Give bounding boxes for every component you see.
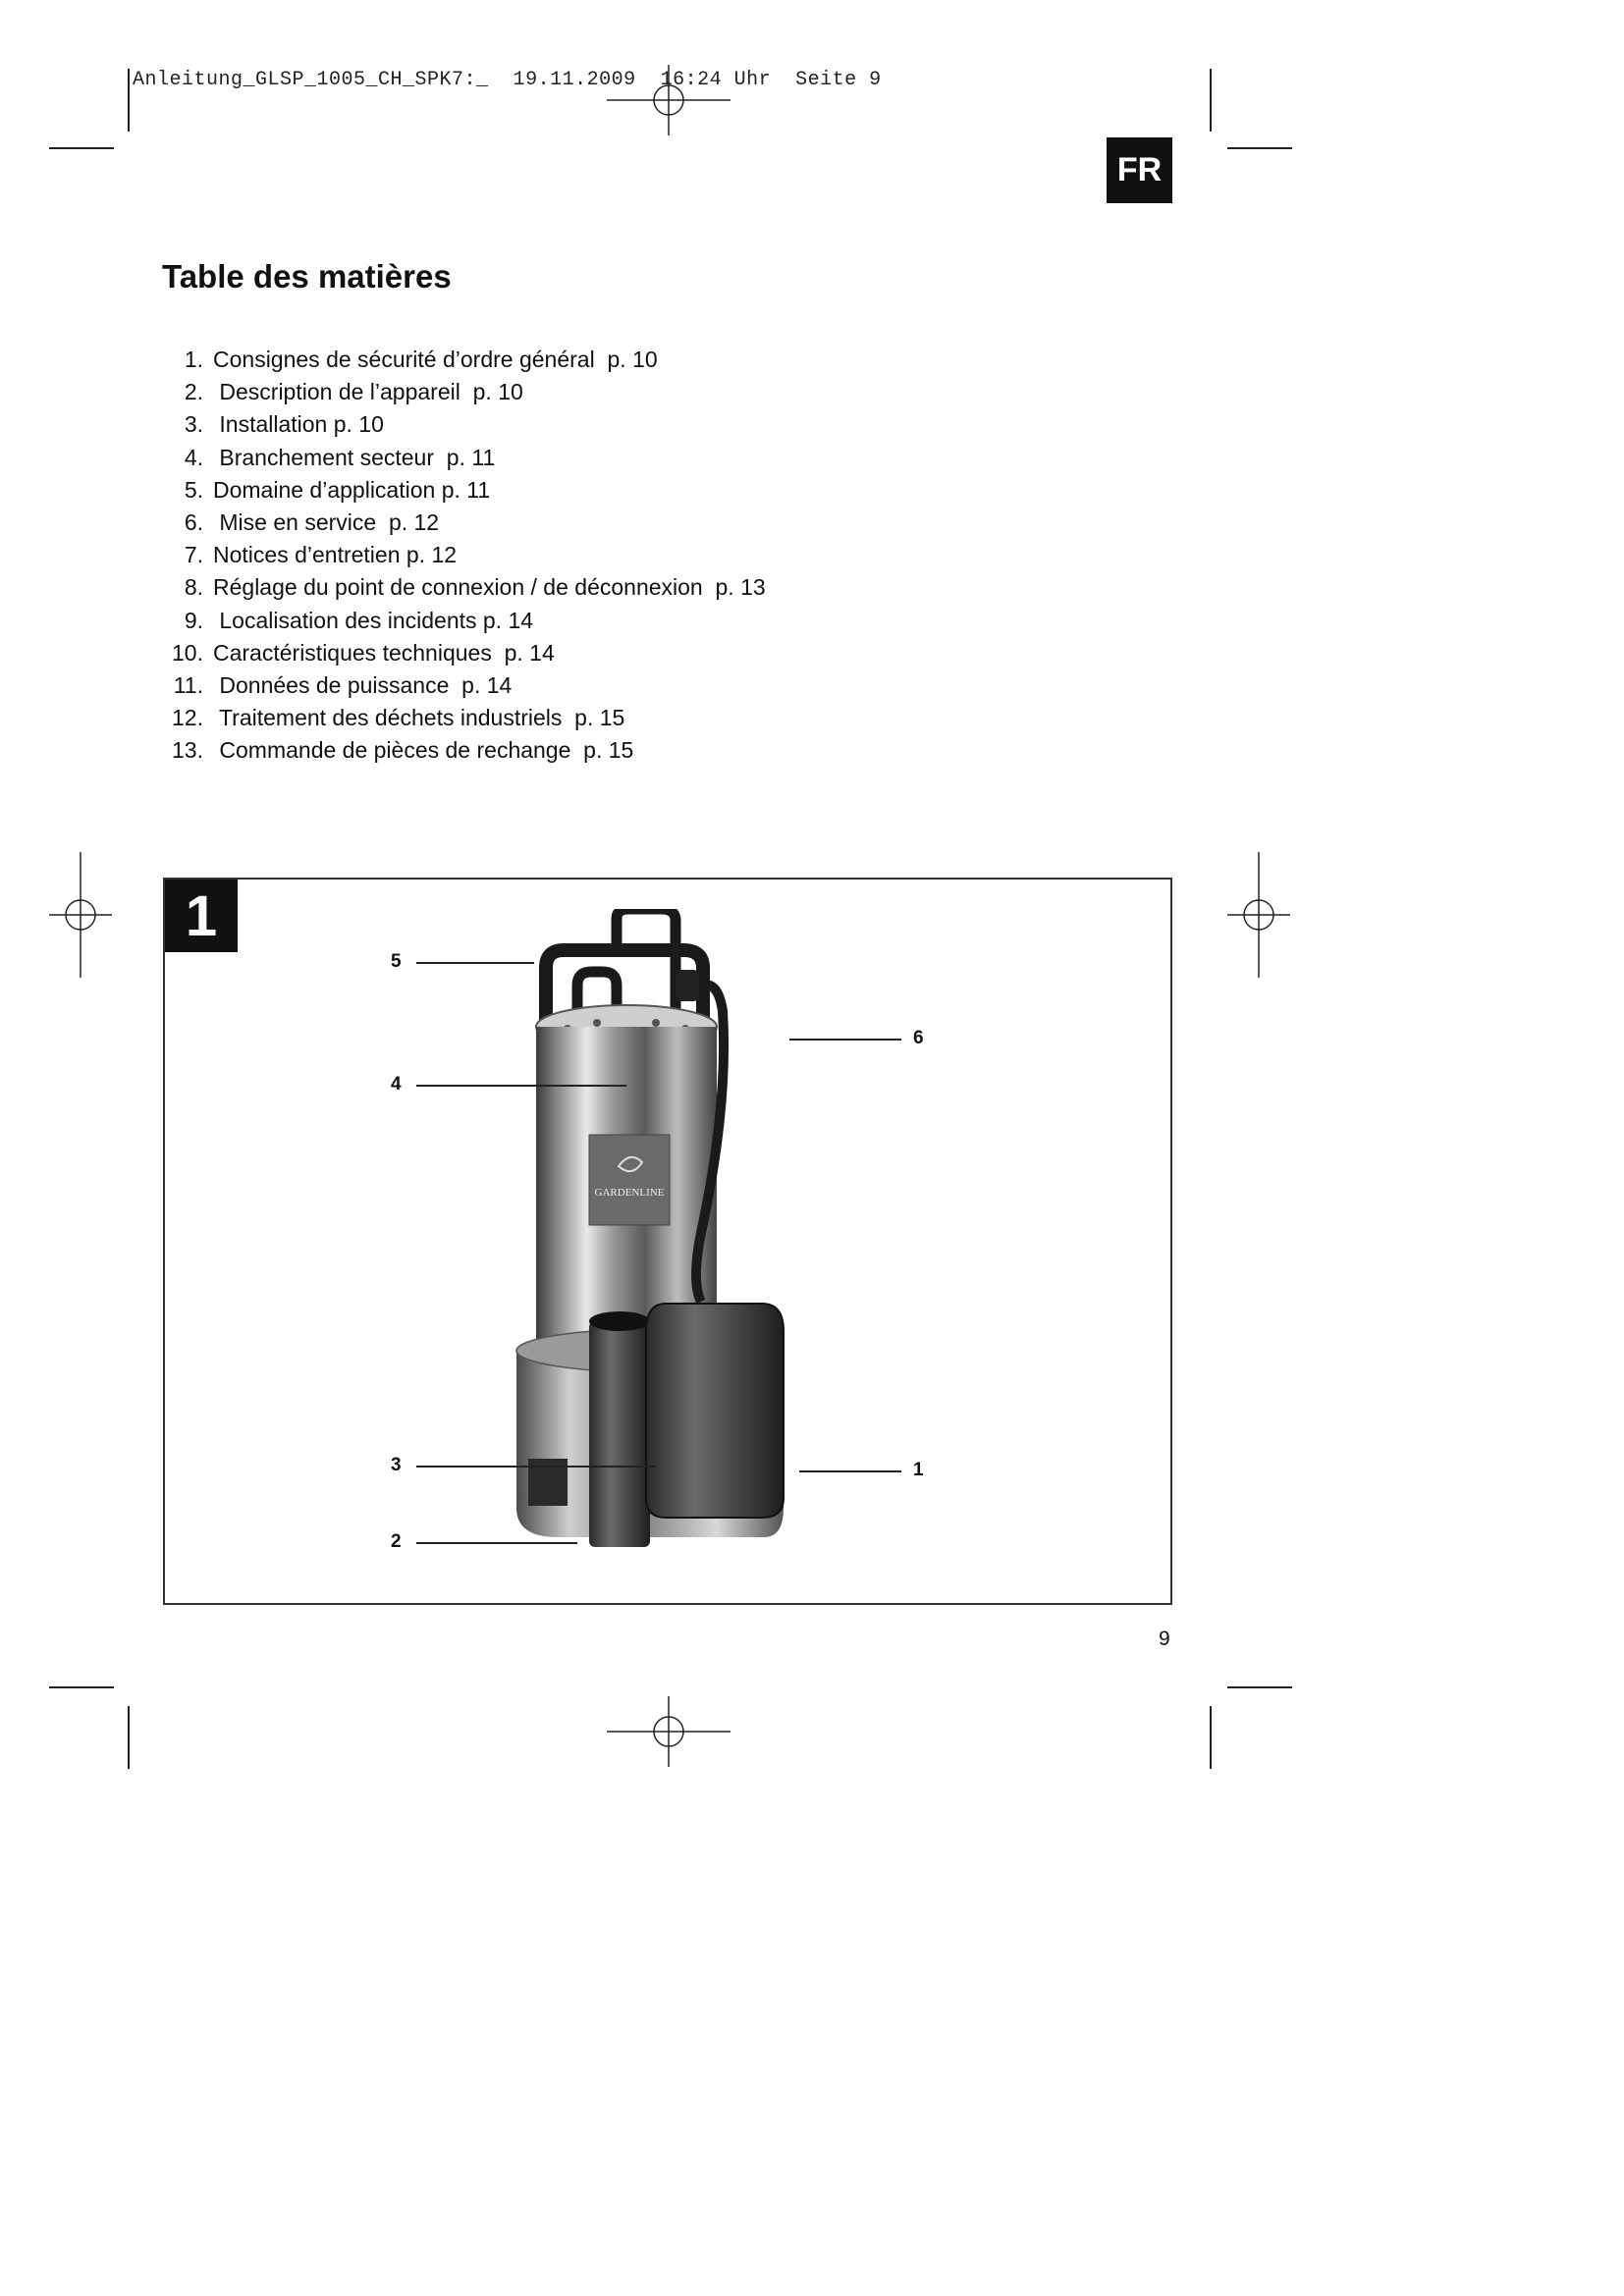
registration-target-icon [1227, 852, 1290, 978]
page-number: 9 [1159, 1628, 1170, 1650]
leader-line [416, 1085, 626, 1087]
crop-mark [1210, 69, 1212, 132]
registration-target-icon [49, 852, 112, 978]
pump-illustration [499, 909, 1108, 1586]
toc-item: 10. Caractéristiques techniques p. 14 [172, 639, 555, 666]
crop-mark [1227, 1686, 1292, 1688]
crop-mark [49, 147, 114, 149]
toc-item: 13. Commande de pièces de rechange p. 15 [172, 737, 634, 764]
toc-item: 12. Traitement des déchets industriels p. 15 [172, 705, 625, 731]
callout-5: 5 [391, 951, 402, 972]
leader-line [416, 1542, 577, 1544]
print-slug-line: Anleitung_GLSP_1005_CH_SPK7:_ 19.11.2009 16:24 Uhr Seite 9 [133, 69, 882, 91]
toc-item: 4. Branchement secteur p. 11 [184, 444, 496, 470]
crop-mark [1227, 147, 1292, 149]
toc-item: 9. Localisation des incidents p. 14 [184, 607, 534, 633]
callout-6: 6 [913, 1028, 924, 1048]
toc-item: 3. Installation p. 10 [184, 411, 384, 438]
brand-text: GARDENLINE [594, 1187, 665, 1199]
callout-3: 3 [391, 1455, 402, 1475]
toc-item: 6. Mise en service p. 12 [184, 508, 440, 535]
figure-number: 1 [165, 880, 238, 952]
toc-item: 1. Consignes de sécurité d’ordre général p. 10 [184, 347, 658, 372]
leader-line [789, 1039, 901, 1041]
callout-2: 2 [391, 1531, 402, 1552]
toc-item: 7. Notices d’entretien p. 12 [184, 542, 458, 568]
page-title: Table des matières [162, 258, 452, 294]
table-of-contents [162, 344, 766, 767]
toc-item: 11. Données de puissance p. 14 [173, 671, 513, 698]
toc-item: 8. Réglage du point de connexion / de déconnexion p. 13 [184, 574, 766, 601]
callout-4: 4 [391, 1074, 402, 1095]
registration-target-icon [607, 1696, 731, 1767]
leader-line [799, 1470, 901, 1472]
crop-mark [128, 1706, 130, 1769]
crop-mark [49, 1686, 114, 1688]
language-tab: FR [1107, 137, 1172, 203]
toc-item: 5. Domaine d’application p. 11 [184, 476, 491, 503]
leader-line [416, 962, 534, 964]
crop-mark [128, 69, 130, 132]
toc-item: 2. Description de l’appareil p. 10 [184, 379, 523, 405]
figure-frame [163, 878, 1172, 1605]
callout-1: 1 [913, 1460, 924, 1480]
crop-mark [1210, 1706, 1212, 1769]
leader-line [416, 1466, 656, 1468]
